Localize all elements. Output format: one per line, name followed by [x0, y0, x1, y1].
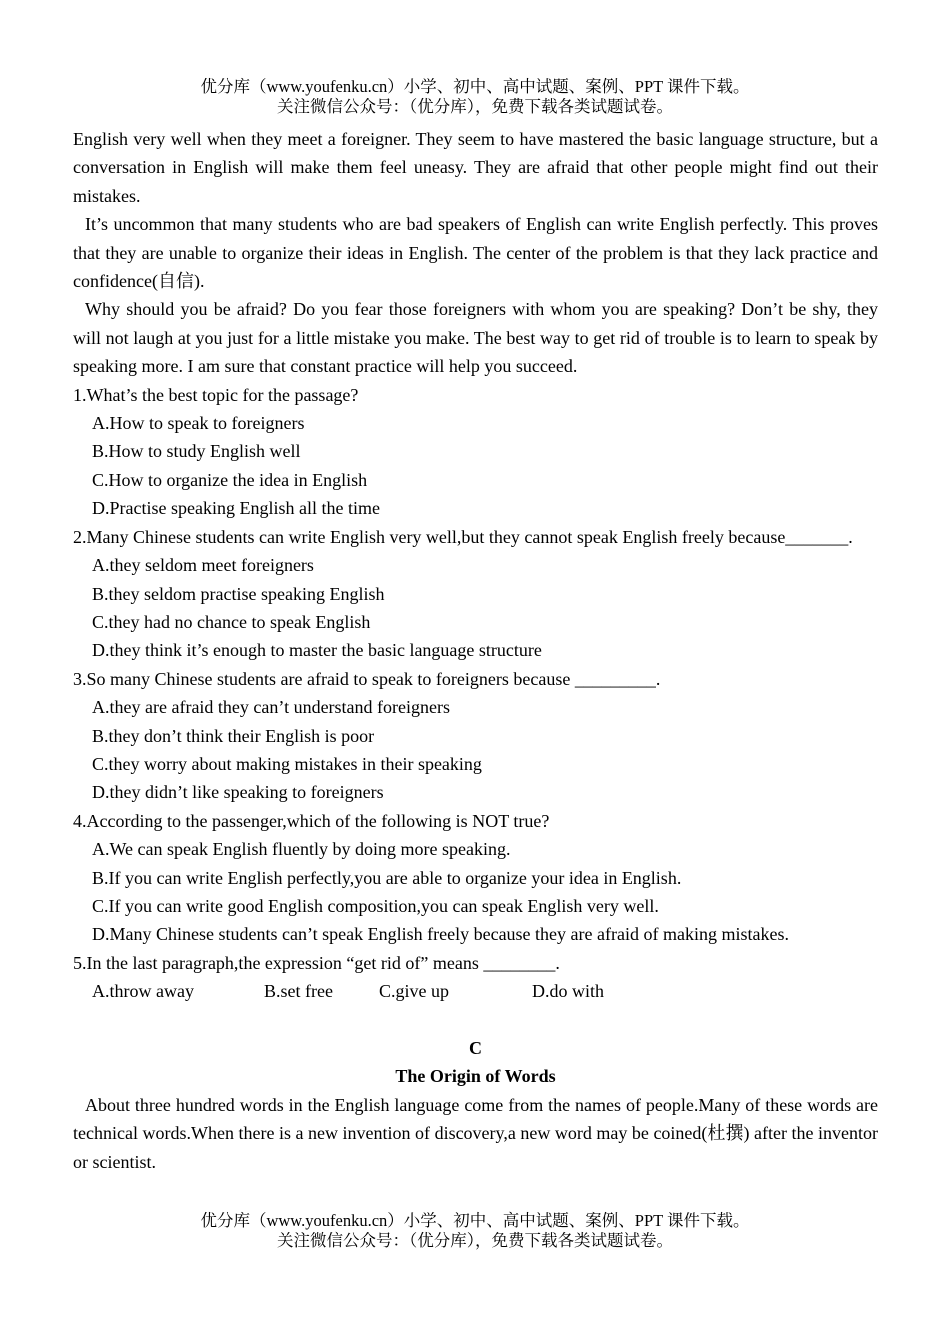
- question-5-option-a: A.throw away: [92, 981, 194, 1002]
- question-2-option-b: B.they seldom practise speaking English: [92, 583, 385, 604]
- question-4-option-c: C.If you can write good English composition,you can speak English very well.: [92, 895, 659, 916]
- question-5-option-c: C.give up: [379, 981, 449, 1002]
- question-5-option-d: D.do with: [532, 981, 604, 1002]
- question-2-stem: 2.Many Chinese students can write English very well,but they cannot speak English freely because_______.: [73, 526, 853, 547]
- question-5-stem: 5.In the last paragraph,the expression “get rid of” means ________.: [73, 952, 560, 973]
- header-line-2: 关注微信公众号：（优分库），免费下载各类试题试卷。: [277, 97, 673, 116]
- question-1-option-a: A.How to speak to foreigners: [92, 413, 305, 434]
- passage-paragraph-3: Why should you be afraid? Do you fear those foreigners with whom you are speaking? Don’t be shy, they will not laugh at you just for a little mistake you make. The best way to get rid of trouble is to learn to speak by speaking more. I am sure that constant practice will help you succeed.: [73, 299, 878, 377]
- question-4-option-a: A.We can speak English fluently by doing more speaking.: [92, 839, 511, 860]
- question-3-option-b: B.they don’t think their English is poor: [92, 725, 375, 746]
- footer-line-1: 优分库（www.youfenku.cn）小学、初中、高中试题、案例、PPT 课件下载。: [200, 1211, 750, 1230]
- question-3-option-a: A.they are afraid they can’t understand foreigners: [92, 697, 451, 718]
- footer-line-2: 关注微信公众号：（优分库），免费下载各类试题试卷。: [277, 1231, 673, 1250]
- section-spacer: [73, 1006, 878, 1034]
- question-3-option-c: C.they worry about making mistakes in their speaking: [92, 753, 482, 774]
- question-1-option-b: B.How to study English well: [92, 441, 301, 462]
- question-5-options: [73, 977, 878, 1005]
- question-4-stem: 4.According to the passenger,which of the following is NOT true?: [73, 810, 550, 831]
- question-1-option-c: C.How to organize the idea in English: [92, 469, 368, 490]
- question-5-option-b: B.set free: [264, 981, 333, 1002]
- passage-paragraph-2: It’s uncommon that many students who are bad speakers of English can write English perfectly. This proves that they are unable to organize their ideas in English. The center of the problem is that they lack practice and confidence(自信).: [73, 214, 878, 292]
- passage-paragraph-1: English very well when they meet a foreigner. They seem to have mastered the basic language structure, but a conversation in English will make them feel uneasy. They are afraid that other people might find out their mistakes.: [73, 129, 878, 206]
- question-3-option-d: D.they didn’t like speaking to foreigners: [92, 782, 384, 803]
- question-2-option-d: D.they think it’s enough to master the basic language structure: [92, 640, 542, 661]
- question-3-stem: 3.So many Chinese students are afraid to speak to foreigners because _________.: [73, 668, 661, 689]
- question-4-option-b: B.If you can write English perfectly,you are able to organize your idea in English.: [92, 867, 682, 888]
- page-header: [0, 77, 950, 117]
- question-4-option-d: D.Many Chinese students can’t speak English freely because they are afraid of making mistakes.: [92, 924, 789, 945]
- document-body: [73, 125, 878, 1176]
- question-2-option-c: C.they had no chance to speak English: [92, 611, 371, 632]
- question-1-option-d: D.Practise speaking English all the time: [92, 498, 380, 519]
- question-1-stem: 1.What’s the best topic for the passage?: [73, 384, 359, 405]
- page-footer: [0, 1211, 950, 1251]
- section-label: C: [469, 1037, 482, 1058]
- header-line-1: 优分库（www.youfenku.cn）小学、初中、高中试题、案例、PPT 课件下载。: [200, 77, 750, 96]
- section-c-paragraph-1: About three hundred words in the English language come from the names of people.Many of these words are technical words.When there is a new invention of discovery,a new word may be coined(杜撰) after the inventor or scientist.: [73, 1094, 878, 1172]
- section-title: The Origin of Words: [395, 1066, 556, 1087]
- question-2-option-a: A.they seldom meet foreigners: [92, 555, 314, 576]
